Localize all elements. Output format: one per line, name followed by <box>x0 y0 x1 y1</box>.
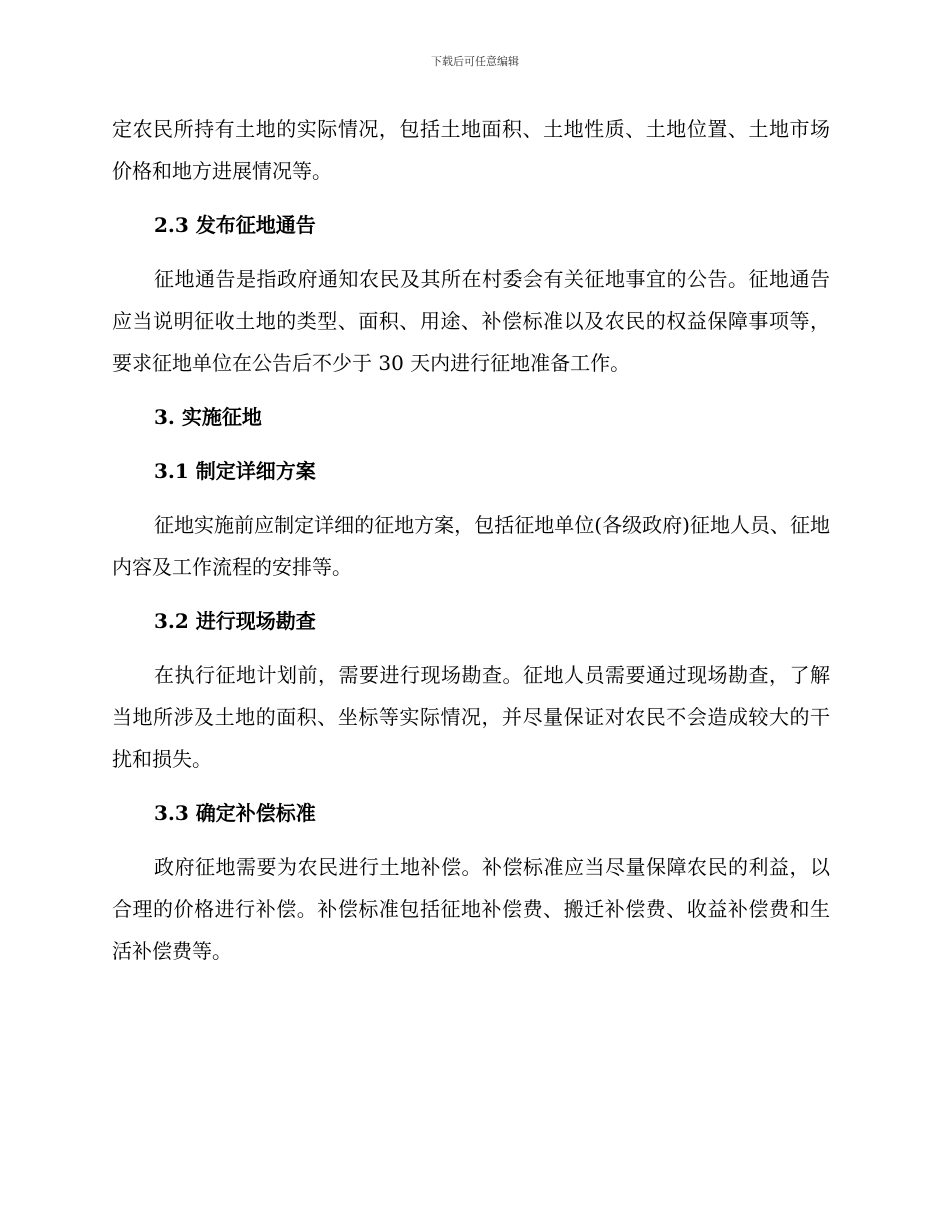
paragraph-plan: 征地实施前应制定详细的征地方案，包括征地单位(各级政府)征地人员、征地内容及工作流程的安排等。 <box>112 513 830 579</box>
section-heading-3-1: 3.1 制定详细方案 <box>154 459 316 483</box>
section-heading-2-3: 2.3 发布征地通告 <box>154 213 316 237</box>
section-heading-3-2: 3.2 进行现场勘查 <box>154 609 316 633</box>
paragraph-notice: 征地通告是指政府通知农民及其所在村委会有关征地事宜的公告。征地通告应当说明征收土地的类型、面积、用途、补偿标准以及农民的权益保障事项等，要求征地单位在公告后不少于 30 天内进行征地准备工作。 <box>112 267 830 375</box>
paragraph-continuation: 定农民所持有土地的实际情况，包括土地面积、土地性质、土地位置、土地市场价格和地方进展情况等。 <box>112 117 830 183</box>
paragraph-survey: 在执行征地计划前，需要进行现场勘查。征地人员需要通过现场勘查，了解当地所涉及土地的面积、坐标等实际情况，并尽量保证对农民不会造成较大的干扰和损失。 <box>112 663 830 771</box>
section-heading-3: 3. 实施征地 <box>154 405 262 429</box>
paragraph-compensation: 政府征地需要为农民进行土地补偿。补偿标准应当尽量保障农民的利益，以合理的价格进行补偿。补偿标准包括征地补偿费、搬迁补偿费、收益补偿费和生活补偿费等。 <box>112 855 830 963</box>
document-body <box>112 108 830 972</box>
section-heading-3-3: 3.3 确定补偿标准 <box>154 801 316 825</box>
page-header: 下载后可任意编辑 <box>431 55 519 68</box>
